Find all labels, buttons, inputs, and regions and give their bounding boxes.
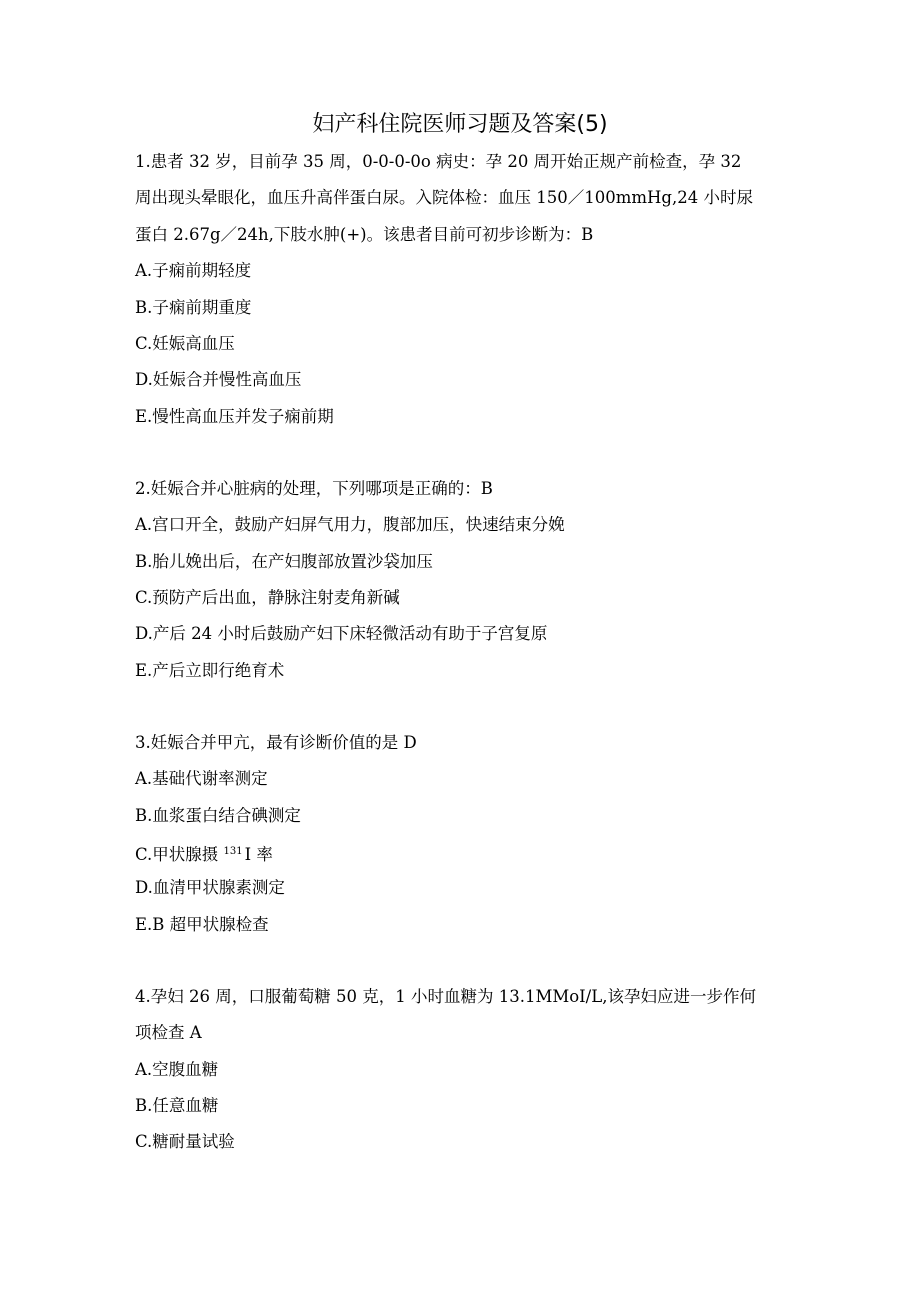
q2-option-a: A.宫口开全，鼓励产妇屏气用力，腹部加压，快速结束分娩 — [135, 515, 565, 534]
q3-option-d: D.血清甲状腺素测定 — [135, 878, 285, 897]
q1-option-c: C.妊娠高血压 — [135, 334, 235, 353]
q3-stem: 3.妊娠合并甲亢，最有诊断价值的是 D — [135, 733, 417, 752]
q3-option-a: A.基础代谢率测定 — [135, 769, 268, 788]
q2-option-e: E.产后立即行绝育术 — [135, 661, 285, 680]
q2-option-b: B.胎儿娩出后，在产妇腹部放置沙袋加压 — [135, 552, 433, 571]
q2-option-c: C.预防产后出血，静脉注射麦角新碱 — [135, 588, 400, 607]
q1-stem-line-3: 蛋白 2.67g／24h,下肢水肿(+)。该患者目前可初步诊断为：B — [135, 225, 594, 244]
q1-option-e: E.慢性高血压并发子痫前期 — [135, 407, 334, 426]
q1-option-b: B.子痫前期重度 — [135, 298, 252, 317]
q1-option-d: D.妊娠合并慢性高血压 — [135, 370, 302, 389]
q4-option-a: A.空腹血糖 — [135, 1060, 219, 1079]
q3-option-e: E.B 超甲状腺检查 — [135, 915, 269, 934]
q4-stem-line-2: 项检查 A — [135, 1023, 202, 1042]
q4-option-b: B.任意血糖 — [135, 1096, 219, 1115]
q1-stem-line-2: 周出现头晕眼化，血压升高伴蛋白尿。入院体检：血压 150／100mmHg,24 小时尿 — [135, 188, 753, 207]
q4-option-c: C.糖耐量试验 — [135, 1132, 235, 1151]
q3-option-c-isotope-superscript: 131 — [223, 846, 243, 857]
q1-option-a: A.子痫前期轻度 — [135, 261, 252, 280]
q3-option-b: B.血浆蛋白结合碘测定 — [135, 806, 301, 825]
q1-stem-line-1: 1.患者 32 岁，目前孕 35 周，0-0-0-0o 病史：孕 20 周开始正规产前检查，孕 32 — [135, 152, 742, 171]
q3-option-c-suffix: I 率 — [244, 845, 273, 864]
q2-option-d: D.产后 24 小时后鼓励产妇下床轻微活动有助于子宫复原 — [135, 624, 548, 643]
q3-option-c-prefix: C.甲状腺摄 — [135, 845, 219, 864]
q3-option-c — [135, 840, 795, 867]
document-title: 妇产科住院医师习题及答案(5) — [312, 112, 608, 137]
q2-stem: 2.妊娠合并心脏病的处理，下列哪项是正确的：B — [135, 479, 493, 498]
q4-stem-line-1: 4.孕妇 26 周，口服葡萄糖 50 克，1 小时血糖为 13.1MMoI/L,该孕妇应进一步作何 — [135, 987, 756, 1006]
